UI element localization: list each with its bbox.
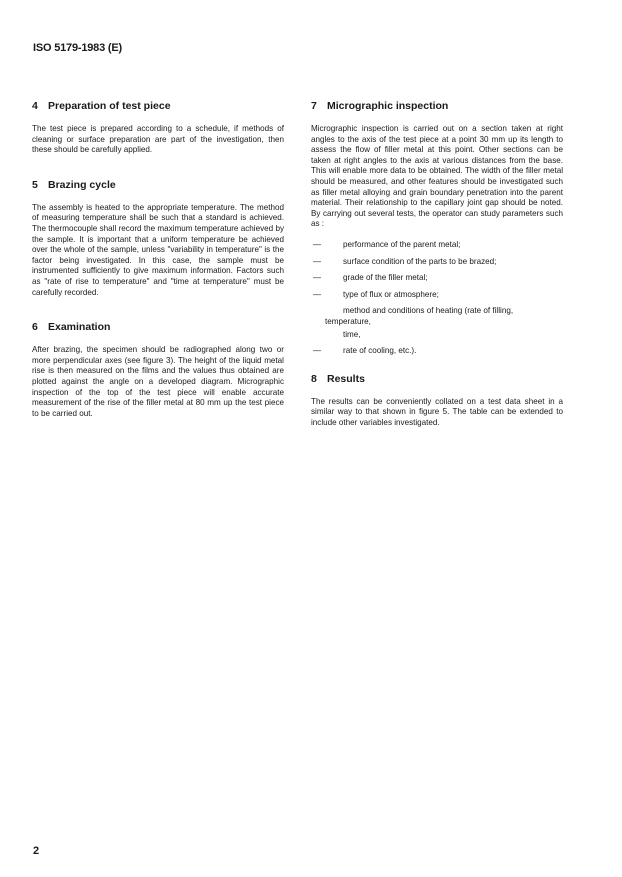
section-number: 4 (32, 100, 38, 112)
section-number: 8 (311, 372, 317, 385)
section-title: Preparation of test piece (48, 100, 171, 112)
section-number: 7 (311, 100, 317, 112)
list-item-text: surface condition of the parts to be brazed; (343, 256, 497, 266)
section-number: 6 (32, 321, 38, 334)
list-item-text: type of flux or atmosphere; (343, 289, 439, 299)
dash-marker: — (313, 346, 322, 356)
list-item (311, 330, 563, 341)
section-heading (32, 321, 284, 333)
list-item (311, 306, 563, 327)
list-item (311, 273, 563, 284)
list-item (311, 346, 563, 357)
dash-marker: — (313, 273, 322, 283)
document-id: ISO 5179-1983 (E) (33, 42, 122, 54)
section-body: After brazing, the specimen should be radiographed along two or more perpendicular axes (see figure 3). The height of the liquid metal rise is then measured on the films and the values thus obtained are plotted against the angle on a developed diagram. Micrographic inspection of the top of the test piece will enable accurate measurement of the rise of the filler metal at 80 mm up the test piece to be carried out. (32, 345, 284, 418)
list-item (311, 257, 563, 268)
section-title: Results (327, 372, 365, 385)
section-8 (311, 373, 563, 429)
section-title: Brazing cycle (48, 178, 116, 191)
dash-marker: — (313, 289, 322, 299)
section-body: The test piece is prepared according to a schedule, if methods of cleaning or surface preparation are part of the investigation, then these should be carefully applied. (32, 124, 284, 155)
section-number: 5 (32, 178, 38, 191)
left-column (32, 100, 284, 419)
section-body: The assembly is heated to the appropriate temperature. The method of measuring temperature shall be such that a standard is achieved. The thermocouple shall record the maximum temperature achieved by the sample. It is important that a uniform temperature be achieved over the whole of the sample, unless "variability in temperature" is the factor being investigated. In this case, the sample must be instrumented sufficiently to give maximum information. Factors such as "rate of rise to temperature" and "time at temperature" must be carefully recorded. (32, 202, 284, 297)
page-number: 2 (33, 845, 40, 857)
list-item-text: grade of the filler metal; (343, 273, 428, 283)
section-body: The results can be conveniently collated on a test data sheet in a similar way to that shown in figure 5. The table can be extended to include other variables investigated. (311, 396, 563, 427)
dash-marker: — (313, 256, 322, 266)
parameter-list (311, 240, 563, 357)
section-title: Micrographic inspection (327, 100, 449, 112)
section-7 (311, 100, 563, 357)
section-6 (32, 321, 284, 419)
list-item-text: time, (343, 329, 361, 339)
section-4 (32, 100, 284, 156)
section-body: Micrographic inspection is carried out on a section taken at right angles to the axis of the test piece at a point 30 mm up its length to assess the flow of filler metal at this point. Other sections can be taken at right angles to the axis at various distances from the base. This will enable more data to be obtained. The width of the filler metal should be measured, and other features should be investigated such as filler metal alloying and grain boundary penetration into the parent material. Their relationship to the capillary joint gap should be noted. By carrying out several tests, the operator can study parameters such as : (311, 124, 563, 229)
section-heading (311, 100, 563, 112)
list-item-text: method and conditions of heating (rate of filling, (343, 306, 514, 316)
section-heading (32, 100, 284, 112)
section-5 (32, 179, 284, 298)
list-item-text: performance of the parent metal; (343, 239, 461, 249)
list-item-text: rate of cooling, etc.). (343, 346, 417, 356)
section-heading (311, 373, 563, 385)
list-item (311, 290, 563, 301)
section-title: Examination (48, 321, 111, 334)
list-item-continuation: temperature, (325, 316, 371, 326)
list-item (311, 240, 563, 251)
right-column (311, 100, 563, 428)
section-heading (32, 179, 284, 191)
dash-marker: — (313, 239, 322, 249)
